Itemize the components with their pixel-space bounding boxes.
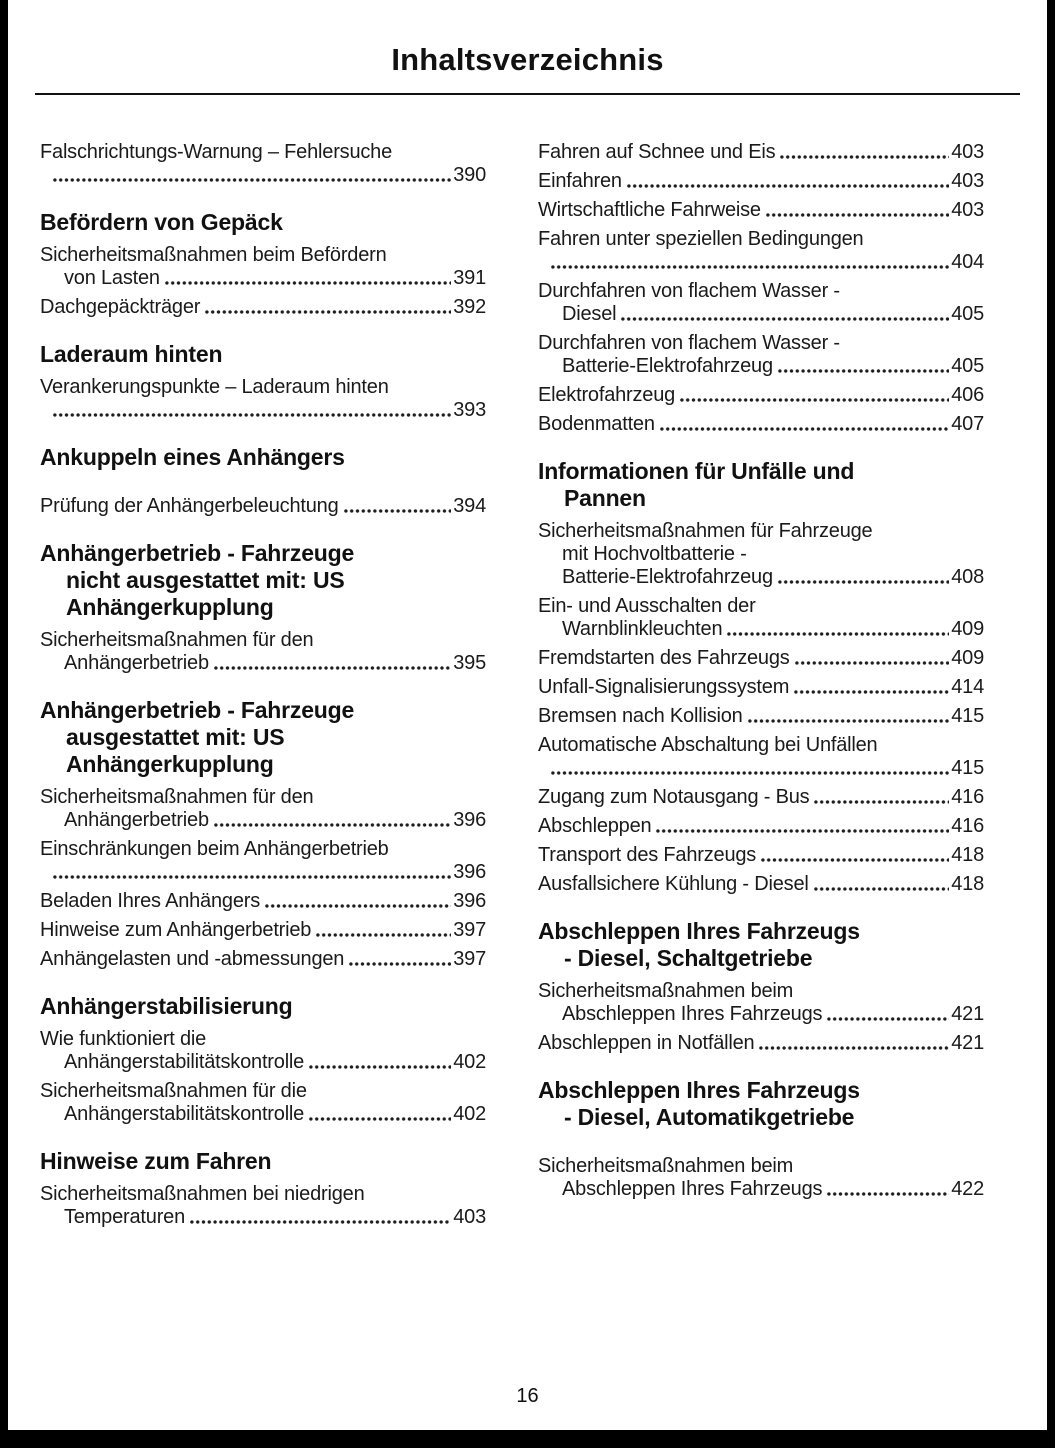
toc-columns (8, 95, 1047, 1235)
entry-page-number: 396 (453, 861, 486, 883)
section-heading (538, 918, 984, 972)
entry-page-number: 415 (951, 757, 984, 779)
entry-page-number: 418 (951, 844, 984, 866)
section-heading (40, 1148, 486, 1175)
entry-page-number: 414 (951, 676, 984, 698)
dot-leader (620, 316, 949, 322)
entry-text-line: Sicherheitsmaßnahmen für die (40, 1080, 307, 1102)
entry-page-number: 405 (951, 303, 984, 325)
entry-text-line: Sicherheitsmaßnahmen für den (40, 629, 314, 651)
entry-last-line (538, 705, 984, 728)
heading-line: - Diesel, Automatikgetriebe (564, 1104, 855, 1130)
toc-entry (538, 676, 984, 699)
dot-leader (52, 412, 451, 418)
entry-text-line: Sicherheitsmaßnahmen bei niedrigen (40, 1183, 365, 1205)
entry-last-line (538, 786, 984, 809)
entry-last-line (538, 141, 984, 164)
toc-entry (538, 332, 984, 378)
toc-entry (538, 815, 984, 838)
toc-entry (538, 384, 984, 407)
dot-leader (779, 154, 949, 160)
dot-leader (308, 1116, 451, 1122)
entry-text-line: Durchfahren von flachem Wasser - (538, 332, 840, 354)
entry-text: Dachgepäckträger (40, 296, 201, 318)
entry-page-number: 418 (951, 873, 984, 895)
toc-entry (40, 786, 486, 832)
toc-entry (538, 647, 984, 670)
toc-entry (538, 228, 984, 274)
toc-entry (538, 170, 984, 193)
entry-page-number: 392 (453, 296, 486, 318)
entry-last-line (538, 384, 984, 407)
section-heading (40, 444, 486, 471)
entry-last-line (40, 164, 486, 187)
heading-line: Anhängerkupplung (66, 594, 274, 620)
dot-leader (794, 660, 950, 666)
entry-last-line (538, 676, 984, 699)
dot-leader (813, 799, 949, 805)
toc-entry (538, 980, 984, 1026)
entry-page-number: 416 (951, 786, 984, 808)
toc-entry (40, 495, 486, 518)
entry-text-line: Sicherheitsmaßnahmen für den (40, 786, 314, 808)
entry-last-line (538, 1032, 984, 1055)
toc-entry (538, 873, 984, 896)
dot-leader (793, 689, 949, 695)
toc-entry (40, 244, 486, 290)
dot-leader (626, 183, 949, 189)
heading-line: Anhängerkupplung (66, 751, 274, 777)
entry-page-number: 404 (951, 251, 984, 273)
dot-leader (758, 1045, 949, 1051)
toc-entry (538, 520, 984, 589)
entry-last-line (40, 1103, 486, 1126)
dot-leader (550, 264, 949, 270)
dot-leader (164, 280, 451, 286)
entry-text: Abschleppen in Notfällen (538, 1032, 755, 1054)
heading-line: ausgestattet mit: US (66, 724, 285, 750)
heading-line: Anhängerbetrieb - Fahrzeuge (40, 540, 355, 566)
entry-text-line: Fahren unter speziellen Bedingungen (538, 228, 864, 250)
dot-leader (813, 886, 950, 892)
dot-leader (679, 397, 949, 403)
toc-entry (40, 141, 486, 187)
entry-text: Ausfallsichere Kühlung - Diesel (538, 873, 809, 895)
entry-last-line (40, 652, 486, 675)
entry-text-line: Einschränkungen beim Anhängerbetrieb (40, 838, 389, 860)
entry-text: Abschleppen (538, 815, 652, 837)
entry-text: Anhängerstabilitätskontrolle (64, 1051, 305, 1073)
dot-leader (308, 1064, 451, 1070)
dot-leader (826, 1016, 949, 1022)
dot-leader (264, 903, 451, 909)
entry-last-line (538, 170, 984, 193)
dot-leader (777, 368, 949, 374)
toc-entry (538, 705, 984, 728)
entry-text-line: Verankerungspunkte – Laderaum hinten (40, 376, 389, 398)
toc-entry (40, 629, 486, 675)
entry-text: Prüfung der Anhängerbeleuchtung (40, 495, 339, 517)
toc-entry (40, 376, 486, 422)
entry-last-line (538, 303, 984, 326)
entry-last-line (40, 861, 486, 884)
heading-line: - Diesel, Schaltgetriebe (564, 945, 813, 971)
toc-entry (40, 296, 486, 319)
toc-entry (40, 1183, 486, 1229)
entry-page-number: 394 (453, 495, 486, 517)
toc-entry (40, 948, 486, 971)
entry-last-line (40, 1051, 486, 1074)
entry-text: Hinweise zum Anhängerbetrieb (40, 919, 312, 941)
heading-line: Befördern von Gepäck (40, 209, 283, 235)
entry-page-number: 403 (951, 141, 984, 163)
entry-text-line: Sicherheitsmaßnahmen beim Befördern (40, 244, 387, 266)
entry-page-number: 416 (951, 815, 984, 837)
toc-entry (538, 844, 984, 867)
toc-entry (538, 141, 984, 164)
dot-leader (52, 177, 451, 183)
entry-page-number: 409 (951, 618, 984, 640)
dot-leader (343, 508, 452, 514)
entry-page-number: 395 (453, 652, 486, 674)
toc-entry (538, 734, 984, 780)
entry-last-line (538, 815, 984, 838)
heading-line: Laderaum hinten (40, 341, 223, 367)
toc-entry (538, 280, 984, 326)
entry-page-number: 402 (453, 1103, 486, 1125)
toc-entry (538, 595, 984, 641)
entry-text: Fahren auf Schnee und Eis (538, 141, 776, 163)
entry-last-line (538, 757, 984, 780)
entry-text-line: Ein- und Ausschalten der (538, 595, 756, 617)
entry-text: Bodenmatten (538, 413, 655, 435)
entry-last-line (40, 399, 486, 422)
entry-text: Temperaturen (64, 1206, 185, 1228)
entry-last-line (538, 844, 984, 867)
entry-text: Elektrofahrzeug (538, 384, 676, 406)
entry-text-line: Falschrichtungs-Warnung – Fehlersuche (40, 141, 393, 163)
entry-page-number: 391 (453, 267, 486, 289)
entry-page-number: 406 (951, 384, 984, 406)
entry-page-number: 415 (951, 705, 984, 727)
toc-column-left (40, 141, 486, 1235)
entry-page-number: 397 (453, 948, 486, 970)
entry-last-line (40, 890, 486, 913)
entry-text: Anhängelasten und -abmessungen (40, 948, 345, 970)
entry-text-line: Sicherheitsmaßnahmen beim (538, 1155, 794, 1177)
entry-page-number: 407 (951, 413, 984, 435)
entry-page-number: 390 (453, 164, 486, 186)
heading-line: Abschleppen Ihres Fahrzeugs (538, 1077, 860, 1103)
entry-page-number: 408 (951, 566, 984, 588)
dot-leader (189, 1219, 451, 1225)
entry-last-line (538, 355, 984, 378)
entry-page-number: 402 (453, 1051, 486, 1073)
section-heading (40, 993, 486, 1020)
section-heading (40, 209, 486, 236)
entry-page-number: 396 (453, 809, 486, 831)
entry-last-line (538, 199, 984, 222)
entry-text-line: Durchfahren von flachem Wasser - (538, 280, 840, 302)
entry-last-line (538, 618, 984, 641)
toc-entry (40, 1080, 486, 1126)
entry-text-line: mit Hochvoltbatterie - (562, 543, 747, 565)
section-heading (40, 540, 486, 621)
section-heading (40, 341, 486, 368)
page-title: Inhaltsverzeichnis (391, 42, 664, 77)
entry-text: Einfahren (538, 170, 622, 192)
entry-page-number: 403 (951, 170, 984, 192)
entry-last-line (40, 267, 486, 290)
toc-entry (538, 1155, 984, 1201)
dot-leader (826, 1191, 949, 1197)
entry-text: Anhängerbetrieb (64, 809, 209, 831)
entry-text-line: Sicherheitsmaßnahmen beim (538, 980, 794, 1002)
entry-text: Abschleppen Ihres Fahrzeugs (562, 1178, 823, 1200)
entry-page-number: 422 (951, 1178, 984, 1200)
heading-line: nicht ausgestattet mit: US (66, 567, 345, 593)
dot-leader (760, 857, 949, 863)
entry-last-line (538, 251, 984, 274)
toc-column-right (538, 141, 984, 1235)
entry-last-line (538, 647, 984, 670)
toc-entry (538, 199, 984, 222)
dot-leader (213, 665, 451, 671)
entry-last-line (40, 948, 486, 971)
entry-page-number: 403 (951, 199, 984, 221)
entry-text: Unfall-Signalisierungssystem (538, 676, 790, 698)
entry-page-number: 396 (453, 890, 486, 912)
heading-line: Anhängerbetrieb - Fahrzeuge (40, 697, 355, 723)
entry-text: Batterie-Elektrofahrzeug (562, 355, 773, 377)
entry-last-line (538, 413, 984, 436)
toc-entry (40, 1028, 486, 1074)
heading-line: Pannen (564, 485, 646, 511)
entry-text: Zugang zum Notausgang - Bus (538, 786, 810, 808)
dot-leader (213, 822, 451, 828)
dot-leader (655, 828, 949, 834)
dot-leader (204, 309, 451, 315)
entry-last-line (538, 1003, 984, 1026)
entry-text: von Lasten (64, 267, 160, 289)
dot-leader (315, 932, 451, 938)
section-heading (538, 1077, 984, 1131)
entry-text: Beladen Ihres Anhängers (40, 890, 261, 912)
heading-line: Abschleppen Ihres Fahrzeugs (538, 918, 860, 944)
entry-last-line (40, 809, 486, 832)
entry-text: Fremdstarten des Fahrzeugs (538, 647, 790, 669)
entry-text: Bremsen nach Kollision (538, 705, 743, 727)
heading-line: Informationen für Unfälle und (538, 458, 855, 484)
entry-text-line: Automatische Abschaltung bei Unfällen (538, 734, 878, 756)
entry-last-line (538, 873, 984, 896)
entry-text-line: Wie funktioniert die (40, 1028, 207, 1050)
entry-page-number: 421 (951, 1003, 984, 1025)
dot-leader (747, 718, 950, 724)
entry-text: Diesel (562, 303, 617, 325)
toc-entry (538, 1032, 984, 1055)
dot-leader (348, 961, 451, 967)
section-heading (538, 458, 984, 512)
toc-entry (538, 786, 984, 809)
dot-leader (777, 579, 949, 585)
entry-text: Wirtschaftliche Fahrweise (538, 199, 761, 221)
toc-entry (40, 919, 486, 942)
toc-entry (538, 413, 984, 436)
entry-text-line: Sicherheitsmaßnahmen für Fahrzeuge (538, 520, 873, 542)
dot-leader (726, 631, 949, 637)
entry-last-line (538, 566, 984, 589)
entry-page-number: 397 (453, 919, 486, 941)
entry-page-number: 403 (453, 1206, 486, 1228)
toc-entry (40, 890, 486, 913)
entry-text: Warnblinkleuchten (562, 618, 723, 640)
entry-page-number: 409 (951, 647, 984, 669)
entry-last-line (40, 296, 486, 319)
entry-text: Anhängerbetrieb (64, 652, 209, 674)
heading-line: Anhängerstabilisierung (40, 993, 293, 1019)
dot-leader (659, 426, 949, 432)
entry-text: Batterie-Elektrofahrzeug (562, 566, 773, 588)
section-heading (40, 697, 486, 778)
entry-text: Anhängerstabilitätskontrolle (64, 1103, 305, 1125)
entry-text: Transport des Fahrzeugs (538, 844, 757, 866)
entry-last-line (40, 495, 486, 518)
entry-last-line (40, 919, 486, 942)
dot-leader (765, 212, 949, 218)
entry-page-number: 405 (951, 355, 984, 377)
heading-line: Ankuppeln eines Anhängers (40, 444, 345, 470)
dot-leader (52, 874, 451, 880)
entry-page-number: 393 (453, 399, 486, 421)
toc-entry (40, 838, 486, 884)
dot-leader (550, 770, 949, 776)
heading-line: Hinweise zum Fahren (40, 1148, 272, 1174)
entry-page-number: 421 (951, 1032, 984, 1054)
entry-text: Abschleppen Ihres Fahrzeugs (562, 1003, 823, 1025)
footer-page-number: 16 (516, 1385, 539, 1407)
entry-last-line (538, 1178, 984, 1201)
entry-last-line (40, 1206, 486, 1229)
